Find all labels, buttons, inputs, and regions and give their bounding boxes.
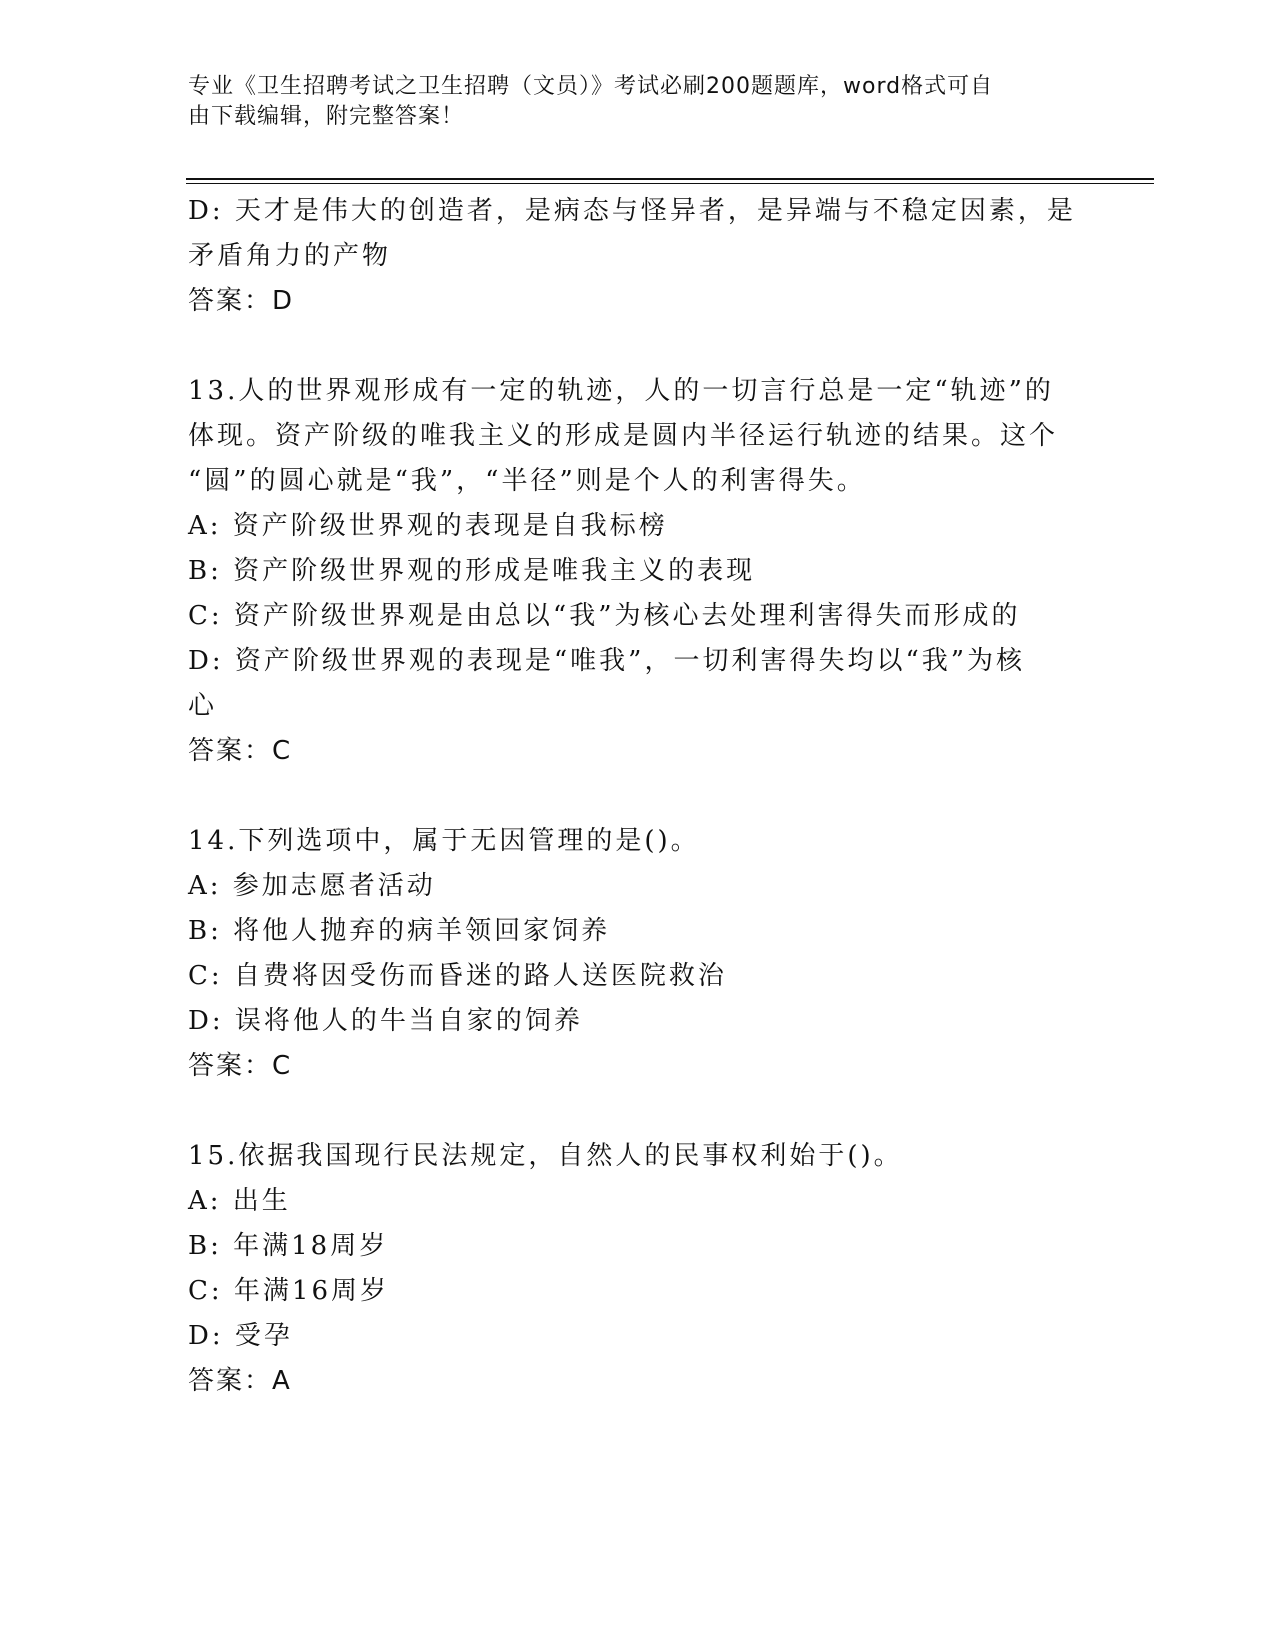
option-b: B: 年满18周岁 bbox=[188, 1231, 389, 1261]
spacer bbox=[188, 1089, 1088, 1134]
question-list bbox=[188, 189, 1088, 1404]
question-14 bbox=[188, 819, 1088, 1089]
option-a: A: 出生 bbox=[188, 1186, 291, 1216]
question-stem-continued: “圆”的圆心就是“我”，“半径”则是个人的利害得失。 bbox=[188, 466, 866, 496]
question-13 bbox=[188, 369, 1088, 774]
question-stem: 13.人的世界观形成有一定的轨迹，人的一切言行总是一定“轨迹”的 bbox=[188, 376, 1054, 406]
question-stem-continued: 体现。资产阶级的唯我主义的形成是圆内半径运行轨迹的结果。这个 bbox=[188, 421, 1059, 451]
question-stem: 15.依据我国现行民法规定，自然人的民事权利始于()。 bbox=[188, 1141, 903, 1171]
option-c: C: 自费将因受伤而昏迷的路人送医院救治 bbox=[188, 961, 727, 991]
option-b: B: 资产阶级世界观的形成是唯我主义的表现 bbox=[188, 556, 756, 586]
page-header bbox=[188, 72, 1088, 132]
option-d: D: 受孕 bbox=[188, 1321, 293, 1351]
option-d-continued: 心 bbox=[188, 691, 218, 721]
answer-label: 答案：D bbox=[188, 286, 295, 316]
question-12 bbox=[188, 189, 1088, 324]
option-d: D: 资产阶级世界观的表现是“唯我”，一切利害得失均以“我”为核 bbox=[188, 646, 1026, 676]
answer-label: 答案：C bbox=[188, 1051, 293, 1081]
header-line-1: 专业《卫生招聘考试之卫生招聘（文员）》考试必刷200题题库，word格式可自 bbox=[188, 74, 994, 99]
spacer bbox=[188, 774, 1088, 819]
header-line-2: 由下载编辑，附完整答案！ bbox=[188, 104, 465, 129]
answer-label: 答案：A bbox=[188, 1366, 292, 1396]
option-a: A: 资产阶级世界观的表现是自我标榜 bbox=[188, 511, 668, 541]
option-d: D: 天才是伟大的创造者，是病态与怪异者，是异端与不稳定因素，是 bbox=[188, 196, 1076, 226]
option-c: C: 资产阶级世界观是由总以“我”为核心去处理利害得失而形成的 bbox=[188, 601, 1021, 631]
spacer bbox=[188, 324, 1088, 369]
header-divider-thick bbox=[186, 178, 1154, 180]
option-a: A: 参加志愿者活动 bbox=[188, 871, 436, 901]
answer-label: 答案：C bbox=[188, 736, 293, 766]
question-stem: 14.下列选项中，属于无因管理的是()。 bbox=[188, 826, 700, 856]
option-b: B: 将他人抛弃的病羊领回家饲养 bbox=[188, 916, 611, 946]
header-divider-thin bbox=[186, 183, 1154, 184]
option-c: C: 年满16周岁 bbox=[188, 1276, 390, 1306]
option-d-continued: 矛盾角力的产物 bbox=[188, 241, 392, 271]
option-d: D: 误将他人的牛当自家的饲养 bbox=[188, 1006, 583, 1036]
question-15 bbox=[188, 1134, 1088, 1404]
